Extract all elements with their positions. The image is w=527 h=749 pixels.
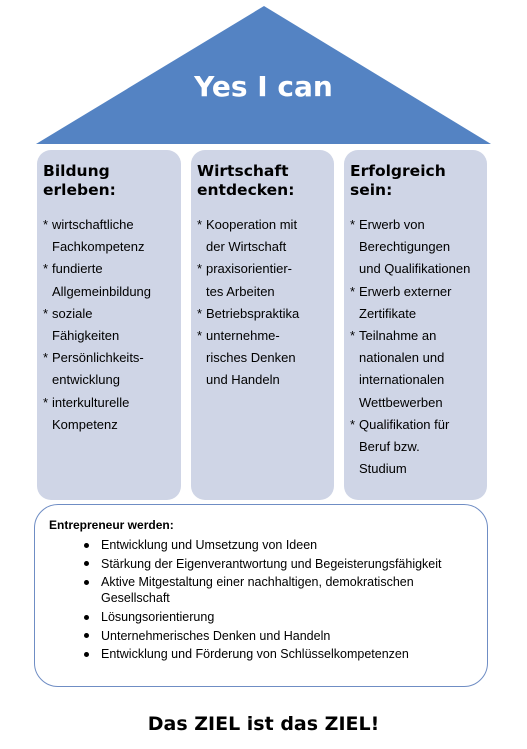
list-item: Lösungsorientierung — [101, 609, 475, 625]
list-item: * Teilnahme an nationalen und internationalen Wettbewerben — [350, 328, 445, 410]
bullet-icon — [84, 633, 89, 638]
list-item: Entwicklung und Umsetzung von Ideen — [101, 537, 475, 553]
house-foundation — [34, 504, 488, 687]
pillar-wirtschaft-entdecken — [191, 150, 334, 500]
roof-title: Yes I can — [194, 70, 333, 103]
footer-slogan: Das ZIEL ist das ZIEL! — [147, 713, 380, 735]
pillar-list — [43, 214, 173, 436]
list-item: * Erwerb von Berechtigungen und Qualifikationen — [350, 217, 471, 277]
list-item: * wirtschaftliche Fachkompetenz — [43, 217, 145, 255]
bullet-icon — [84, 652, 89, 657]
list-item: Entwicklung und Förderung von Schlüsselkompetenzen — [101, 646, 475, 662]
pillar-erfolgreich-sein — [344, 150, 487, 500]
list-item: * Betriebspraktika — [197, 305, 300, 321]
pillar-title: Bildung erleben: — [43, 162, 116, 199]
list-item: * soziale Fähigkeiten — [43, 305, 120, 344]
bullet-icon — [84, 543, 89, 548]
pillar-list — [197, 214, 326, 392]
list-item: Stärkung der Eigenverantwortung und Begeisterungsfähigkeit — [101, 556, 475, 572]
pillar-list — [350, 214, 479, 480]
list-item: * Erwerb externer Zertifikate — [350, 283, 452, 321]
pillar-title: Erfolgreich sein: — [350, 162, 446, 199]
list-item: * Persönlichkeits- entwicklung — [43, 350, 144, 388]
list-item: Unternehmerisches Denken und Handeln — [101, 628, 475, 644]
bullet-icon — [84, 580, 89, 585]
pillar-bildung-erleben — [37, 150, 181, 500]
list-item: Aktive Mitgestaltung einer nachhaltigen, demokratischen Gesellschaft — [101, 574, 475, 606]
list-item: * praxisorientier- tes Arbeiten — [197, 261, 292, 299]
foundation-list — [49, 537, 475, 662]
bullet-icon — [84, 561, 89, 566]
list-item: * Kooperation mit der Wirtschaft — [197, 217, 298, 255]
list-item: * interkulturelle Kompetenz — [43, 394, 130, 432]
list-item: * unternehme- risches Denken und Handeln — [197, 328, 296, 388]
pillar-title: Wirtschaft entdecken: — [197, 162, 295, 199]
list-item: * Qualifikation für Beruf bzw. Studium — [350, 416, 450, 477]
list-item: * fundierte Allgemeinbildung — [43, 261, 152, 299]
bullet-icon — [84, 615, 89, 620]
foundation-title: Entrepreneur werden: — [49, 518, 174, 532]
